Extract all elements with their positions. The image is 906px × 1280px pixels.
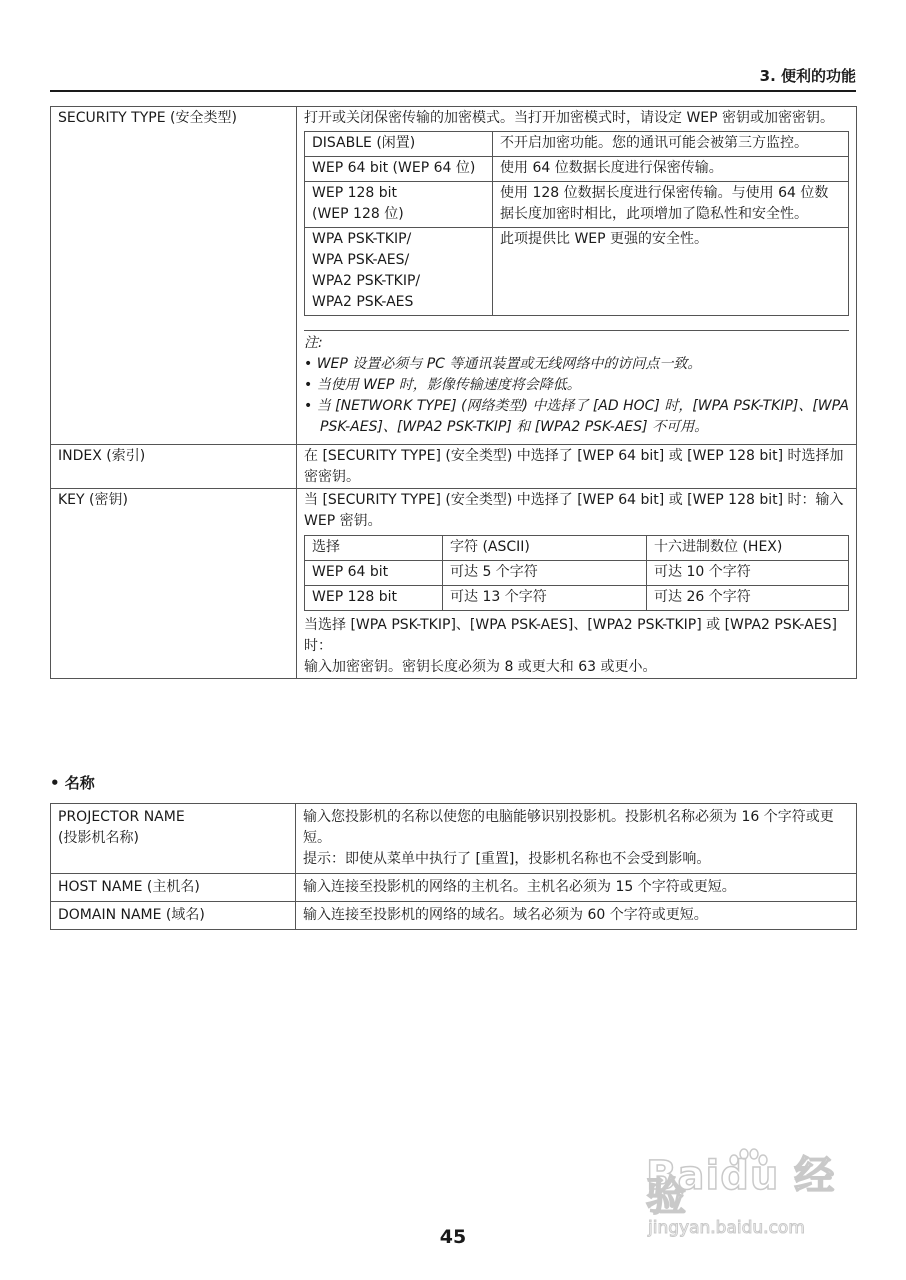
table-row <box>51 902 857 930</box>
option-name-line: WPA2 PSK-TKIP/ <box>312 273 421 289</box>
table-row <box>305 132 849 157</box>
table-cell: 可达 26 个字符 <box>647 586 849 611</box>
option-desc: 使用 64 位数据长度进行保密传输。 <box>493 157 849 182</box>
option-desc: 不开启加密功能。您的通讯可能会被第三方监控。 <box>493 132 849 157</box>
table-row <box>51 804 857 874</box>
table-cell: 可达 10 个字符 <box>647 561 849 586</box>
network-settings-table <box>50 106 857 679</box>
key-length-table <box>304 535 849 611</box>
option-name: WEP 64 bit (WEP 64 位) <box>305 157 493 182</box>
security-type-cell <box>297 107 857 445</box>
table-header-row <box>305 536 849 561</box>
name-label: HOST NAME (主机名) <box>51 874 296 902</box>
security-type-row <box>51 107 857 445</box>
note-item: • WEP 设置必须与 PC 等通讯装置或无线网络中的访问点一致。 <box>304 356 702 372</box>
name-label-line: (投影机名称) <box>58 830 139 846</box>
watermark-main-text: Baidu 经验 <box>646 1153 836 1220</box>
key-label: KEY (密钥) <box>51 489 297 679</box>
option-desc: 使用 128 位数据长度进行保密传输。与使用 64 位数据长度加密时相比，此项增加了隐私性和安全性。 <box>493 182 849 228</box>
watermark-url: jingyan.baidu.com <box>648 1218 805 1238</box>
key-cell <box>297 489 857 679</box>
key-intro: 当 [SECURITY TYPE] (安全类型) 中选择了 [WEP 64 bit] 或 [WEP 128 bit] 时：输入 WEP 密钥。 <box>304 492 844 529</box>
table-row <box>51 874 857 902</box>
name-desc-line: 提示：即使从菜单中执行了 [重置]，投影机名称也不会受到影响。 <box>303 851 711 867</box>
notes-block <box>304 330 849 438</box>
name-desc <box>296 804 857 874</box>
option-name-line: WPA2 PSK-AES <box>312 294 414 310</box>
note-item: • 当 [NETWORK TYPE] (网络类型) 中选择了 [AD HOC] 时，[WPA PSK-TKIP]、[WPA PSK-AES]、[WPA2 PSK-TKIP] 和 [WPA2 PSK-AES] 不可用。 <box>304 398 849 435</box>
name-desc: 输入连接至投影机的网络的主机名。主机名必须为 15 个字符或更短。 <box>296 874 857 902</box>
column-header: 选择 <box>305 536 443 561</box>
option-name <box>305 182 493 228</box>
table-cell: 可达 13 个字符 <box>443 586 647 611</box>
option-name-line: WEP 128 bit <box>312 185 398 201</box>
page-number: 45 <box>439 1226 467 1248</box>
option-name-line: WPA PSK-AES/ <box>312 252 410 268</box>
key-row <box>51 489 857 679</box>
index-desc: 在 [SECURITY TYPE] (安全类型) 中选择了 [WEP 64 bit] 或 [WEP 128 bit] 时选择加密密钥。 <box>297 445 857 489</box>
name-desc: 输入连接至投影机的网络的域名。域名必须为 60 个字符或更短。 <box>296 902 857 930</box>
column-header: 字符 (ASCII) <box>443 536 647 561</box>
section-title: 3. 便利的功能 <box>759 67 856 85</box>
table-cell: 可达 5 个字符 <box>443 561 647 586</box>
table-cell: WEP 64 bit <box>305 561 443 586</box>
name-label <box>51 804 296 874</box>
note-item: • 当使用 WEP 时，影像传输速度将会降低。 <box>304 377 581 393</box>
table-cell: WEP 128 bit <box>305 586 443 611</box>
option-desc: 此项提供比 WEP 更强的安全性。 <box>493 228 849 316</box>
key-outro: 当选择 [WPA PSK-TKIP]、[WPA PSK-AES]、[WPA2 PSK-TKIP] 或 [WPA2 PSK-AES] 时： <box>304 617 837 654</box>
name-label-line: PROJECTOR NAME <box>58 809 185 825</box>
option-name <box>305 228 493 316</box>
table-row <box>305 182 849 228</box>
names-table <box>50 803 857 930</box>
table-row <box>305 586 849 611</box>
index-label: INDEX (索引) <box>51 445 297 489</box>
security-options-table <box>304 131 849 316</box>
notes-title: 注: <box>304 335 323 351</box>
name-label: DOMAIN NAME (域名) <box>51 902 296 930</box>
name-desc-line: 输入您投影机的名称以使您的电脑能够识别投影机。投影机名称必须为 16 个字符或更短。 <box>303 809 834 846</box>
security-type-label: SECURITY TYPE (安全类型) <box>51 107 297 445</box>
names-section-title: • 名称 <box>50 774 95 792</box>
table-row <box>305 228 849 316</box>
page-header <box>50 66 856 92</box>
table-row <box>305 157 849 182</box>
key-outro: 输入加密密钥。密钥长度必须为 8 或更大和 63 或更小。 <box>304 659 657 675</box>
option-name-line: WPA PSK-TKIP/ <box>312 231 412 247</box>
security-type-desc: 打开或关闭保密传输的加密模式。当打开加密模式时，请设定 WEP 密钥或加密密钥。 <box>304 110 835 126</box>
column-header: 十六进制数位 (HEX) <box>647 536 849 561</box>
index-row <box>51 445 857 489</box>
option-name-line: (WEP 128 位) <box>312 206 404 222</box>
table-row <box>305 561 849 586</box>
option-name: DISABLE (闲置) <box>305 132 493 157</box>
